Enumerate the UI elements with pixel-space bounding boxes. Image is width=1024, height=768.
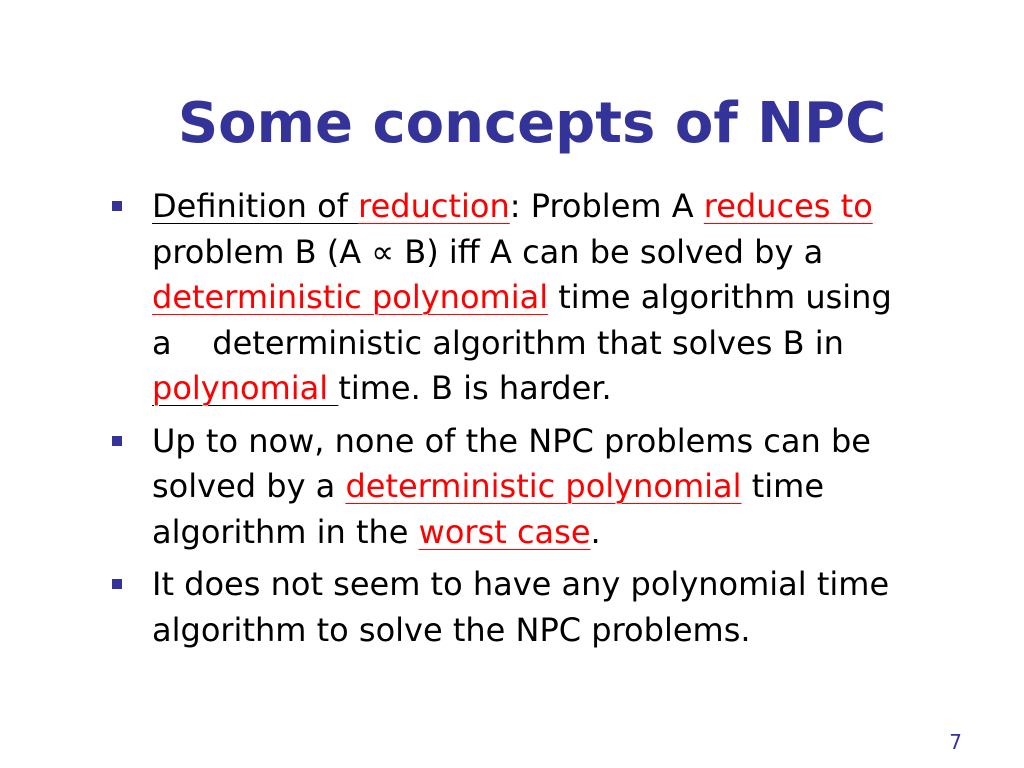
- reduces-to-term: reduces to: [703, 187, 873, 225]
- period-text: .: [590, 512, 601, 551]
- square-bullet-icon: [112, 579, 122, 589]
- reduction-term: reduction: [358, 187, 510, 225]
- text-line: [152, 510, 972, 556]
- deterministic-polynomial-term: deterministic polynomial: [345, 467, 742, 505]
- algorithm-in-the-text: algorithm in the: [152, 512, 419, 551]
- square-bullet-icon: [112, 436, 122, 446]
- deterministic-algorithm-text: a deterministic algorithm that solves B in: [152, 323, 844, 362]
- polynomial-term: polynomial: [152, 369, 339, 407]
- bullet-list: [112, 184, 972, 660]
- bullet-item-no-polynomial: [112, 562, 972, 653]
- bullet-item-up-to-now: [112, 419, 972, 556]
- solve-npc-text: algorithm to solve the NPC problems.: [152, 610, 751, 649]
- time-algorithm-text: time algorithm using: [548, 278, 892, 316]
- b-is-harder-text: time. B is harder.: [338, 369, 612, 407]
- text-line: [152, 464, 972, 510]
- text-line: [152, 562, 972, 608]
- text-line: [152, 608, 972, 654]
- time-text: time: [741, 467, 824, 505]
- page-number: 7: [949, 730, 962, 754]
- square-bullet-icon: [112, 201, 122, 211]
- problem-a-text: : Problem A: [509, 187, 704, 225]
- text-line: [152, 366, 972, 412]
- text-line: [152, 321, 972, 367]
- text-line: [152, 184, 972, 230]
- no-polynomial-text: It does not seem to have any polynomial time: [152, 565, 890, 603]
- definition-lead-text: Definition of: [152, 187, 359, 225]
- problem-b-text: problem B (A: [152, 232, 372, 271]
- up-to-now-text: Up to now, none of the NPC problems can be: [152, 421, 871, 460]
- proportional-symbol: ∝: [371, 232, 395, 271]
- solved-by-text: B) iff A can be solved by a: [394, 232, 824, 271]
- slide-title: Some concepts of NPC: [177, 90, 887, 156]
- text-line: [152, 275, 972, 321]
- bullet-item-definition: [112, 184, 972, 412]
- solved-by-a-text: solved by a: [152, 467, 346, 505]
- deterministic-polynomial-term: deterministic polynomial: [152, 278, 549, 316]
- text-line: [152, 419, 972, 465]
- text-line: [152, 230, 972, 276]
- worst-case-term: worst case: [418, 512, 591, 551]
